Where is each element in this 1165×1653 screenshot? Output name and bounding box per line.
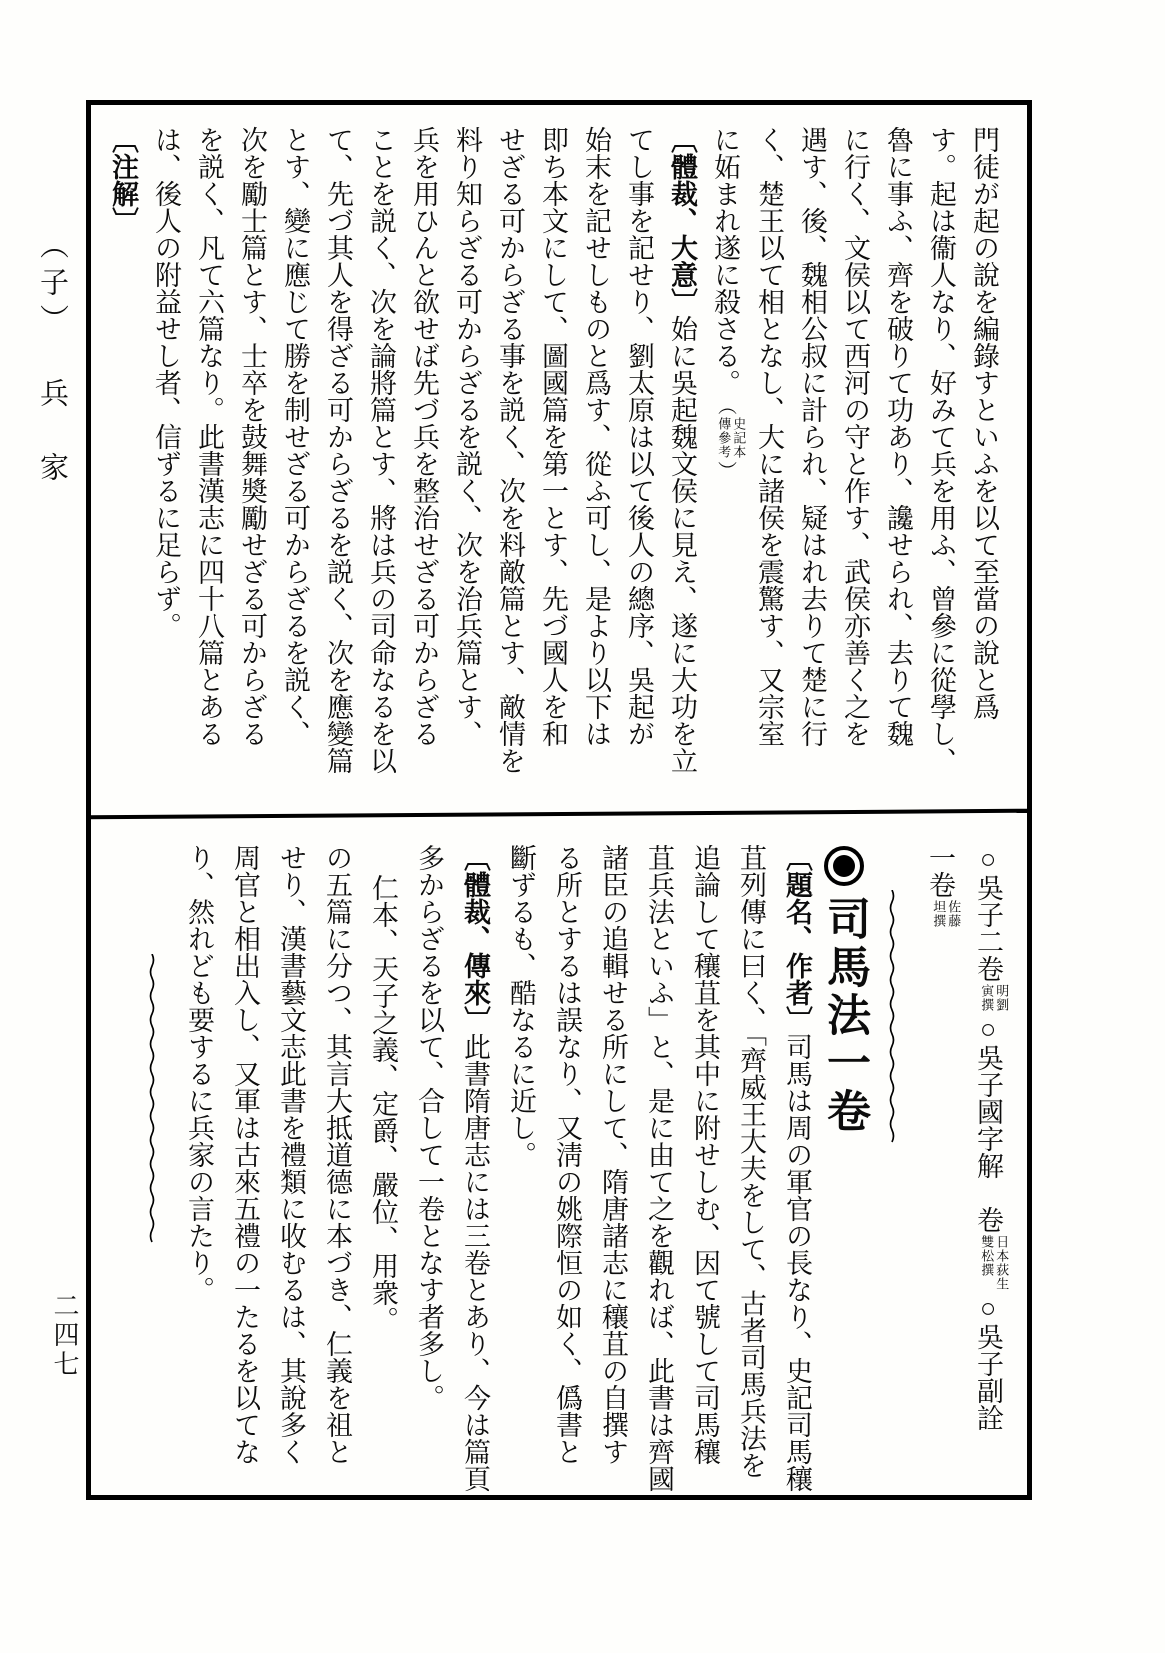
bibliography-column bbox=[964, 844, 1012, 1496]
text-column: 諸臣の追輯せる所にして、隋唐諸志に穰苴の自撰す bbox=[598, 844, 628, 1465]
text-column: 料り知らざる可からざるを説く、次を治兵篇とす、 bbox=[452, 126, 482, 747]
text-column bbox=[660, 126, 703, 778]
text-column bbox=[774, 844, 820, 1496]
text-column: 多からざるを以て、合して一卷となす者多し。 bbox=[414, 844, 444, 1411]
warichu-right: 史記本 bbox=[731, 417, 747, 459]
text-column: てし事を記せり、劉太原は以て後人の總序、吳起が bbox=[624, 126, 654, 747]
text-column: を説く、凡て六篇なり。此書漢志に四十八篇とある bbox=[194, 126, 224, 747]
bibliography-entry: ○吳子國字解 卷 bbox=[973, 1014, 1003, 1233]
text-column: る所とするは誤なり、又淸の姚際恒の如く、僞書と bbox=[552, 844, 582, 1465]
column-text: 司馬は周の軍官の長なり、史記司馬穰 bbox=[782, 1033, 812, 1492]
column-text: に妬まれ遂に殺さる。 bbox=[710, 126, 740, 396]
warichu-left: 傳參考 bbox=[716, 417, 732, 459]
text-column: 周官と相出入し、又軍は古來五禮の一たるを以てな bbox=[230, 844, 260, 1465]
column-text: 此書隋唐志には三卷とあり、今は篇頁 bbox=[460, 1033, 490, 1492]
warichu-left: 坦撰 bbox=[931, 900, 947, 928]
section-heading: 〔體裁、大意〕 bbox=[667, 126, 697, 315]
page-number: 二四七 bbox=[50, 1292, 79, 1379]
text-column: は、後人の附益せし者、信ずるに足らず。 bbox=[151, 126, 181, 639]
text-column: 苴列傳に曰く、「齊威王大夫をして、古者司馬兵法を bbox=[736, 844, 766, 1479]
text-column: せざる可からざる事を説く、次を料敵篇とす、敵情を bbox=[495, 126, 525, 774]
section-heading: 〔體裁、傳來〕 bbox=[460, 844, 490, 1033]
book-title-column bbox=[820, 844, 868, 1496]
text-column bbox=[452, 844, 498, 1496]
text-column: 始末を記せしものと爲す、從ふ可し、是より以下は bbox=[581, 126, 611, 747]
bottom-text-section bbox=[128, 844, 1012, 1496]
note-paren-close: ︶ bbox=[715, 461, 736, 480]
top-text-section bbox=[101, 126, 1005, 778]
section-heading: 〔題名、作者〕 bbox=[782, 844, 812, 1033]
warichu-note bbox=[979, 984, 1009, 1012]
text-column: とす、變に應じて勝を制せざる可からざるを説く、 bbox=[280, 126, 310, 747]
bibliography-entry: ○吳子副詮 bbox=[973, 1293, 1003, 1431]
column-text: 始に吳起魏文侯に見え、遂に大功を立 bbox=[667, 315, 697, 774]
text-column: 魯に事ふ、齊を破りて功あり、讒せられ、去りて魏 bbox=[883, 126, 913, 747]
text-column: 次を勵士篇とす、士卒を鼓舞奬勵せざる可からざる bbox=[237, 126, 267, 747]
warichu-left: 寅撰 bbox=[979, 984, 995, 1012]
text-column: り、然れども要するに兵家の言たり。 bbox=[184, 844, 214, 1303]
text-column: せり、漢書藝文志此書を禮類に收むるは、其說多く bbox=[276, 844, 306, 1465]
bullseye-icon bbox=[824, 846, 864, 886]
bibliography-column bbox=[916, 844, 964, 1496]
text-column: て、先づ其人を得ざる可からざるを説く、次を應變篇 bbox=[323, 126, 353, 774]
text-column: 斷ずるも、酷なるに近し。 bbox=[506, 844, 536, 1168]
text-column: 兵を用ひんと欲せば先づ兵を整治せざる可からざる bbox=[409, 126, 439, 747]
warichu-note bbox=[979, 1235, 1009, 1291]
section-heading-chukai: 〔注解〕 bbox=[108, 126, 138, 234]
wavy-divider bbox=[868, 844, 916, 1496]
text-column: ことを説く、次を論將篇とす、將は兵の司命なるを以 bbox=[366, 126, 396, 774]
warichu-left: 雙松撰 bbox=[979, 1235, 995, 1277]
text-column bbox=[703, 126, 747, 778]
text-column: 遇す、後、魏相公叔に計られ、疑はれ去りて楚に行 bbox=[797, 126, 827, 747]
text-column: 門徒が起の說を編錄すといふを以て至當の說と爲 bbox=[969, 126, 999, 720]
text-column: す。起は衞人なり、好みて兵を用ふ、曾參に從學し、 bbox=[926, 126, 956, 774]
text-column: 追論して穰苴を其中に附せしむ、因て號して司馬穰 bbox=[690, 844, 720, 1465]
book-title: 司馬法一卷 bbox=[820, 896, 869, 1136]
warichu-right: 佐藤 bbox=[946, 900, 962, 928]
margin-category-label: ︵子︶ 兵 家 bbox=[36, 230, 68, 489]
text-column: の五篇に分つ、其言大抵道德に本づき、仁義を祖と bbox=[322, 844, 352, 1465]
text-column: に行く、文侯以て西河の守と作す、武侯亦善く之を bbox=[840, 126, 870, 747]
text-column: 苴兵法といふ」と、是に由て之を觀れば、此書は齊國 bbox=[644, 844, 674, 1492]
note-paren-open: ︵ bbox=[715, 396, 736, 415]
warichu-right: 日本荻生 bbox=[994, 1235, 1010, 1291]
text-column: 即ち本文にして、圖國篇を第一とす、先づ國人を和 bbox=[538, 126, 568, 747]
bibliography-entry: ○吳子二卷 bbox=[973, 844, 1003, 982]
warichu-note bbox=[716, 417, 746, 459]
warichu-note bbox=[931, 900, 961, 928]
warichu-right: 明劉 bbox=[994, 984, 1010, 1012]
text-column: く、楚王以て相となし、大に諸侯を震驚す、又宗室 bbox=[754, 126, 784, 747]
quote-column: 仁本、天子之義、定爵、嚴位、用衆。 bbox=[368, 874, 398, 1333]
volume-label: 一卷 bbox=[925, 844, 955, 898]
wavy-divider bbox=[128, 844, 176, 1496]
